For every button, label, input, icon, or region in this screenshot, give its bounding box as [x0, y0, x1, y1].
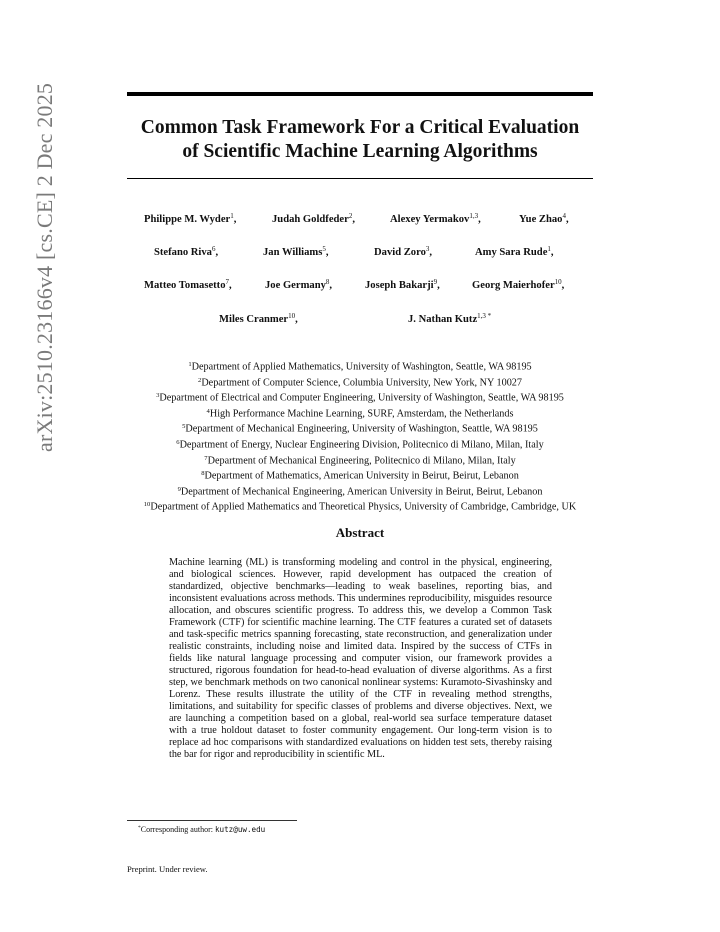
author: David Zoro$^3$,	[374, 245, 433, 258]
author: Philippe M. Wyder$^1$,	[144, 212, 237, 225]
footnote	[138, 825, 265, 834]
affiliation: $^{10}$Department of Applied Mathematics and Theoretical Physics, University of Cambridge, Cambridge, UK	[143, 501, 577, 513]
affiliation: $^1$Department of Applied Mathematics, University of Washington, Seattle, WA 98195	[188, 361, 532, 373]
paper-title	[127, 116, 593, 164]
footnote-label: Corresponding author:	[140, 825, 215, 834]
affiliation: $^2$Department of Computer Science, Columbia University, New York, NY 10027	[198, 376, 522, 389]
title-bottom-rule	[127, 178, 593, 179]
author: Yue Zhao$^4$,	[519, 212, 569, 225]
author: Judah Goldfeder$^2$,	[272, 212, 355, 225]
author: J. Nathan Kutz$^{1,3 *}$	[408, 312, 492, 325]
author: Georg Maierhofer$^{10}$,	[472, 278, 565, 291]
abstract-heading: Abstract	[335, 525, 385, 540]
affiliation: $^7$Department of Mechanical Engineering, Politecnico di Milano, Milan, Italy	[204, 454, 516, 467]
author: Amy Sara Rude$^1$,	[475, 245, 554, 258]
author: Stefano Riva$^6$,	[154, 245, 219, 258]
affiliation: $^6$Department of Energy, Nuclear Engineering Division, Politecnico di Milano, Milan, Italy	[176, 438, 544, 451]
preprint-note: Preprint. Under review.	[127, 864, 208, 874]
affiliation: $^4$High Performance Machine Learning, SURF, Amsterdam, the Netherlands	[206, 407, 514, 420]
author: Matteo Tomasetto$^7$,	[144, 278, 232, 291]
arxiv-identifier: arXiv:2510.23166v4 [cs.CE] 2 Dec 2025	[32, 82, 57, 452]
author: Alexey Yermakov$^{1,3}$,	[390, 212, 481, 225]
affiliation: $^8$Department of Mathematics, American University in Beirut, Beirut, Lebanon	[201, 470, 519, 482]
top-thick-rule	[127, 92, 593, 96]
footnote-mark: *	[138, 825, 141, 831]
author: Jan Williams$^5$,	[263, 245, 329, 258]
affiliation: $^5$Department of Mechanical Engineering, University of Washington, Seattle, WA 98195	[182, 423, 538, 435]
title-line-1: Common Task Framework For a Critical Evaluation	[140, 117, 580, 138]
author-email: kutz@uw.edu	[214, 825, 266, 834]
author: Joseph Bakarji$^9$,	[365, 278, 440, 291]
title-line-2: of Scientific Machine Learning Algorithms	[182, 141, 538, 162]
affiliation: $^9$Department of Mechanical Engineering, American University in Beirut, Beirut, Lebanon	[177, 485, 543, 498]
affiliations	[110, 358, 610, 514]
footnote-rule	[127, 820, 297, 821]
abstract-body: Machine learning (ML) is transforming modeling and control in the physical, engineering, and biological sciences. However, rapid development has outpaced the creation of standardized, objective benchmarks—leading to weak baselines, reporting bias, and inconsistent evaluations across methods. This undermines reproducibility, misguides resource allocation, and obscures scientific progress. To address this, we develop a Common Task Framework (CTF) for scientific machine learning. The CTF features a curated set of datasets and task-specific metrics spanning forecasting, state reconstruction, and generalization under realistic constraints, including noise and limited data. Inspired by the success of CTFs in fields like natural language processing and computer vision, our framework provides a structured, rigorous foundation for head-to-head evaluation of diverse algorithms. As a first step, we benchmark methods on two canonical nonlinear systems: Kuramoto-Sivashinsky and Lorenz. These results illustrate the utility of the CTF in revealing method strengths, limitations, and suitability for specific classes of problems and diverse objectives. Next, we are launching a competition based on a global, real-world sea surface temperature dataset with a true holdout dataset to foster community engagement. Our long-term vision is to replace ad hoc comparisons with standardized evaluations on hidden test sets, thereby raising the bar for rigor and reproducibility in scientific ML.	[169, 557, 552, 760]
affiliation: $^3$Department of Electrical and Computer Engineering, University of Washington, Seattle, WA 98195	[156, 392, 564, 404]
author: Miles Cranmer$^{10}$,	[219, 312, 298, 325]
author: Joe Germany$^8$,	[265, 278, 333, 291]
